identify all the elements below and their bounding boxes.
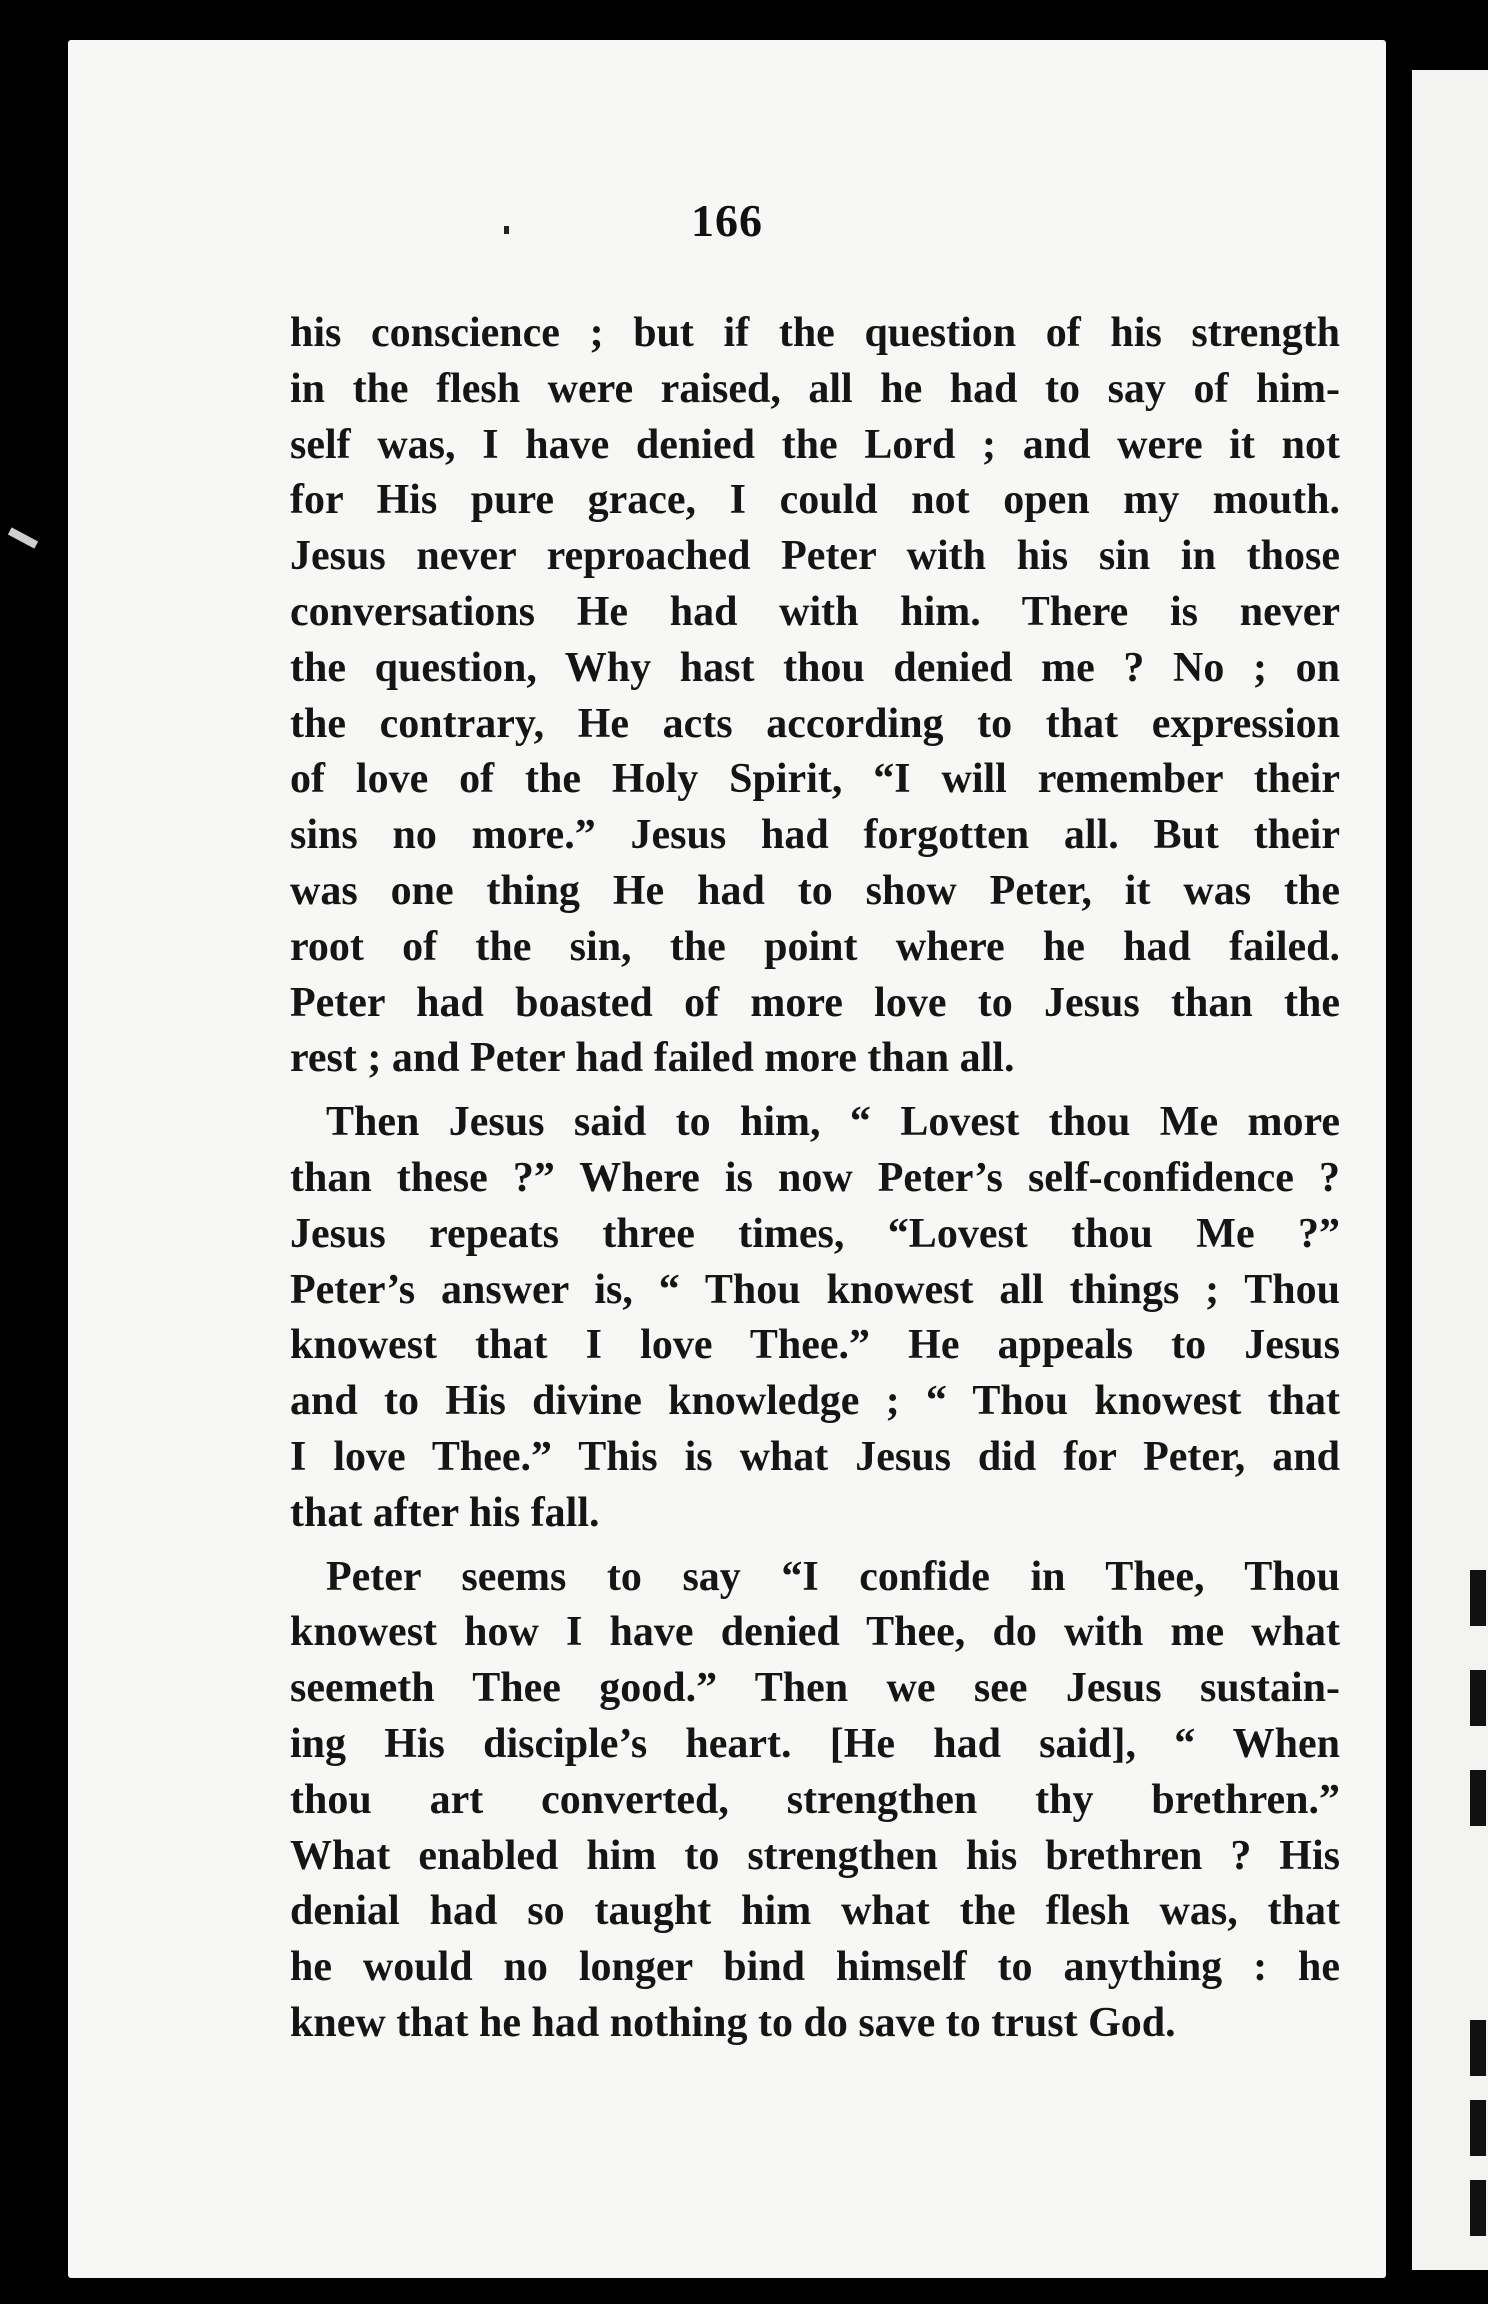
text-line: rest ; and Peter had failed more than all. xyxy=(290,1035,1015,1082)
paragraph xyxy=(290,1550,1340,2052)
text-line: knowest that I love Thee.” He appeals to Jesus xyxy=(290,1322,1340,1369)
text-line: conversations He had with him. There is never xyxy=(290,588,1340,635)
text-line: the contrary, He acts according to that expression xyxy=(290,700,1340,747)
text-line: sins no more.” Jesus had forgotten all. But their xyxy=(290,812,1340,859)
paragraph-gap xyxy=(290,1087,1340,1095)
text-line: What enabled him to strengthen his brethren ? His xyxy=(290,1832,1340,1879)
paragraph xyxy=(290,306,1340,1087)
book-page xyxy=(68,40,1386,2278)
text-line: and to His divine knowledge ; “ Thou knowest that xyxy=(290,1378,1340,1425)
text-line: he would no longer bind himself to anything : he xyxy=(290,1944,1340,1991)
text-line: Peter had boasted of more love to Jesus than the xyxy=(290,979,1340,1026)
body-text xyxy=(290,306,1340,2052)
text-line: I love Thee.” This is what Jesus did for Peter, and xyxy=(290,1433,1340,1480)
text-line: Peter’s answer is, “ Thou knowest all things ; Thou xyxy=(290,1266,1340,1313)
page-number: 166 xyxy=(691,195,763,246)
text-line: his conscience ; but if the question of his strength xyxy=(290,310,1340,356)
text-line: of love of the Holy Spirit, “I will remember their xyxy=(290,756,1340,803)
text-line: knowest how I have denied Thee, do with me what xyxy=(290,1609,1340,1656)
text-line: denial had so taught him what the flesh was, that xyxy=(290,1888,1340,1935)
text-line: Then Jesus said to him, “ Lovest thou Me more xyxy=(326,1099,1340,1146)
text-line: knew that he had nothing to do save to trust God. xyxy=(290,1999,1176,2046)
text-line: Jesus repeats three times, “Lovest thou Me ?” xyxy=(290,1210,1340,1257)
text-line: that after his fall. xyxy=(290,1489,600,1536)
paragraph xyxy=(290,1095,1340,1541)
text-line: seemeth Thee good.” Then we see Jesus sustain- xyxy=(290,1665,1340,1712)
text-line: the question, Why hast thou denied me ? No ; on xyxy=(290,644,1340,691)
adjacent-page-text-fragment xyxy=(1470,2180,1486,2236)
adjacent-page-text-fragment xyxy=(1470,2020,1486,2076)
adjacent-page-text-fragment xyxy=(1470,1570,1486,1626)
adjacent-page-text-fragment xyxy=(1470,1670,1486,1726)
adjacent-page-edge xyxy=(1412,70,1488,2270)
text-line: ing His disciple’s heart. [He had said], “ When xyxy=(290,1720,1340,1767)
text-line: was one thing He had to show Peter, it was the xyxy=(290,867,1340,914)
scan-artifact xyxy=(8,527,38,548)
adjacent-page-text-fragment xyxy=(1470,1770,1486,1826)
text-line: root of the sin, the point where he had failed. xyxy=(290,923,1340,970)
text-line: Jesus never reproached Peter with his sin in those xyxy=(290,533,1340,580)
text-line: Peter seems to say “I confide in Thee, Thou xyxy=(326,1553,1340,1600)
text-line: self was, I have denied the Lord ; and were it not xyxy=(290,421,1340,468)
text-line: in the flesh were raised, all he had to say of him- xyxy=(290,365,1340,412)
adjacent-page-text-fragment xyxy=(1470,2100,1486,2156)
text-line: for His pure grace, I could not open my mouth. xyxy=(290,477,1340,524)
text-line: thou art converted, strengthen thy brethren.” xyxy=(290,1776,1340,1823)
text-line: than these ?” Where is now Peter’s self-confidence ? xyxy=(290,1154,1340,1201)
paragraph-gap xyxy=(290,1542,1340,1550)
